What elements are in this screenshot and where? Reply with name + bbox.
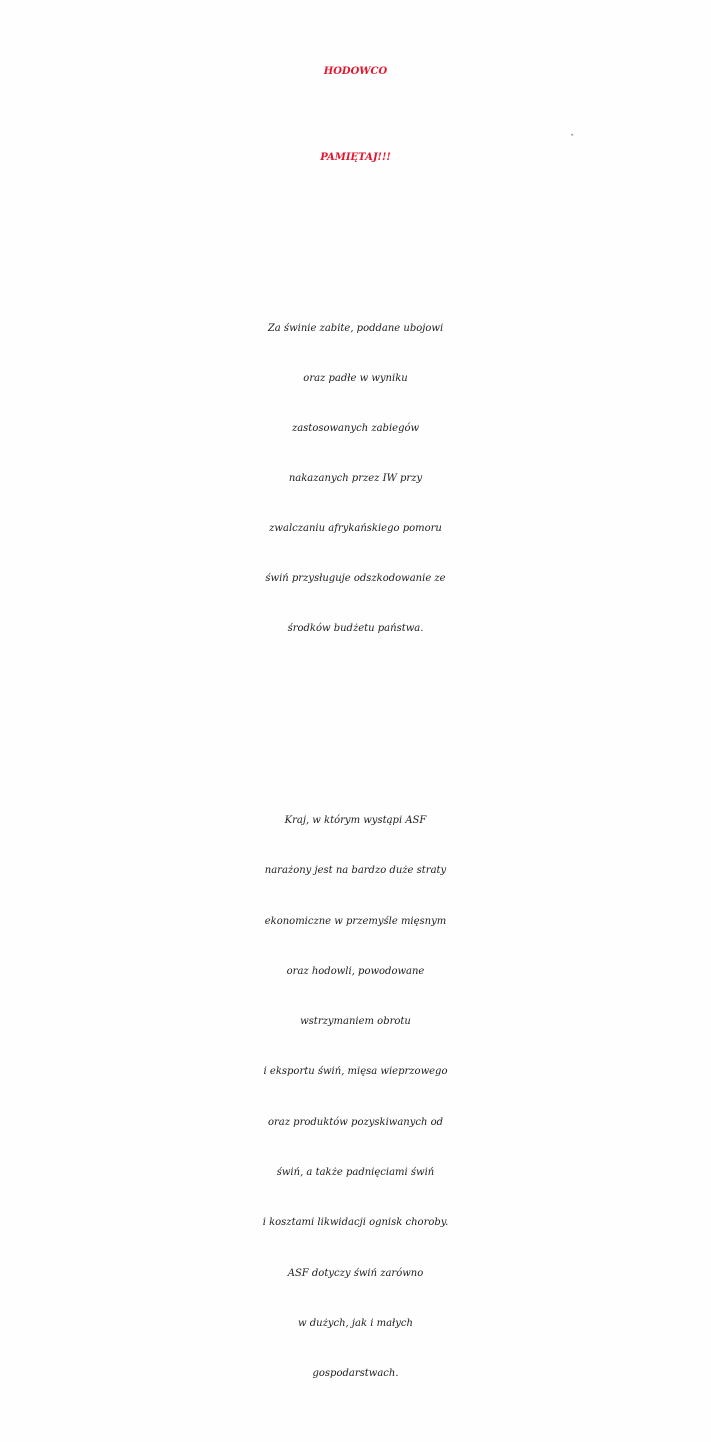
paragraph-line: ekonomiczne w przemyśle mięsnym (264, 915, 447, 927)
paragraph-economic-losses (0, 796, 711, 1400)
paragraph-line: świń przysługuje odszkodowanie ze (265, 573, 446, 584)
paragraph-line: i kosztami likwidacji ognisk choroby. (262, 1217, 449, 1229)
paragraph-line: narażony jest na bardzo duże straty (264, 865, 447, 877)
scan-speck: ˟ (570, 134, 575, 144)
paragraph-compensation (0, 304, 711, 654)
title-line-2: PAMIĘTAJ!!! (320, 152, 391, 163)
paragraph-line: ASF dotyczy świń zarówno (287, 1267, 424, 1279)
paragraph-line: w dużych, jak i małych (298, 1317, 413, 1329)
paragraph-line: Kraj, w którym wystąpi ASF (284, 815, 427, 826)
paragraph-line: nakazanych przez IW przy (288, 473, 423, 484)
paragraph-line: oraz padłe w wyniku (303, 373, 408, 384)
paragraph-line: zastosowanych zabiegów (291, 423, 420, 434)
paragraph-line: środków budżetu państwa. (287, 623, 424, 634)
paragraph-line: oraz hodowli, powodowane (286, 965, 425, 977)
paragraph-line: wstrzymaniem obrotu (300, 1016, 411, 1028)
paragraph-line: gospodarstwach. (312, 1368, 399, 1380)
paragraph-line: i eksportu świń, mięsa wieprzowego (263, 1066, 448, 1078)
paragraph-line: Za świnie zabite, poddane ubojowi (267, 323, 444, 334)
title-line-1: HODOWCO (323, 66, 388, 77)
paragraph-line: oraz produktów pozyskiwanych od (267, 1116, 444, 1128)
paragraph-line: zwalczaniu afrykańskiego pomoru (269, 523, 442, 534)
paragraph-line: świń, a także padnięciami świń (276, 1167, 435, 1179)
